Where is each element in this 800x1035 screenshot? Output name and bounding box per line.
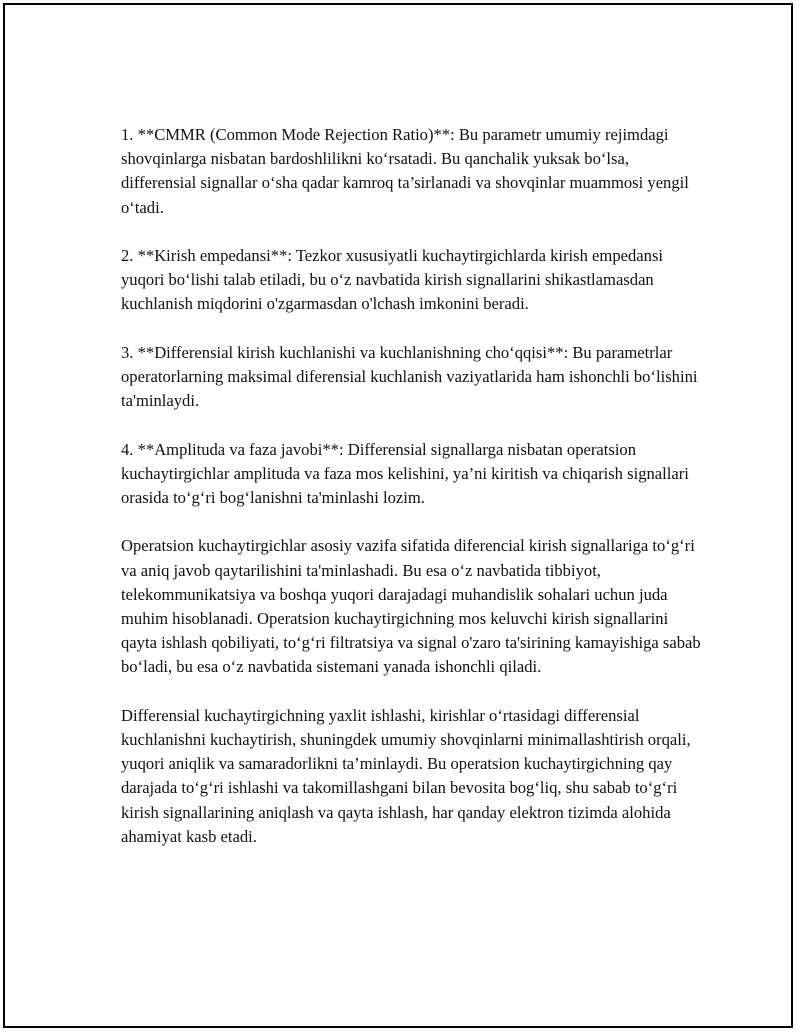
paragraph-opamp-summary: Operatsion kuchaytirgichlar asosiy vazifa sifatida diferencial kirish signallariga to‘g‘ri va aniq javob qaytarilishini ta'minlashadi. Bu esa o‘z navbatida tibbiyot, telekommunikatsiya va boshqa yuqori darajadagi muhandislik sohalari uchun juda muhim hisoblanadi. Operatsion kuchaytirgichning mos keluvchi kirish signallarini qayta ishlash qobiliyati, to‘g‘ri filtratsiya va signal o'zaro ta'sirining kamayishiga sabab bo‘ladi, bu esa o‘z navbatida sistemani yanada ishonchli qiladi. [121, 536, 701, 677]
document-body [121, 123, 701, 873]
paragraph-amplitude-phase-response: 4. **Amplituda va faza javobi**: Differensial signallarga nisbatan operatsion kuchaytirgichlar amplituda va faza mos kelishini, ya’ni kiritish va chiqarish signallari orasida to‘g‘ri bog‘lanishni ta'minlashi lozim. [121, 439, 689, 507]
paragraph-differential-amplifier-conclusion: Differensial kuchaytirgichning yaxlit ishlashi, kirishlar o‘rtasidagi differensial kuchlanishni kuchaytirish, shuningdek umumiy shovqinlarni minimallashtirish orqali, yuqori aniqlik va samaradorlikni ta’minlaydi. Bu operatsion kuchaytirgichning qay darajada to‘g‘ri ishlashi va takomillashgani bilan bevosita bog‘liq, shu sabab to‘g‘ri kirish signallarining aniqlash va qayta ishlash, har qanday elektron tizimda alohida ahamiyat kasb etadi. [121, 705, 691, 846]
paragraph-input-impedance: 2. **Kirish empedansi**: Tezkor xususiyatli kuchaytirgichlarda kirish empedansi yuqori bo‘lishi talab etiladi, bu o‘z navbatida kirish signallarini shikastlamasdan kuchlanish miqdorini o'zgarmasdan o'lchash imkonini beradi. [121, 246, 664, 314]
paragraph-differential-input-voltage: 3. **Differensial kirish kuchlanishi va kuchlanishning cho‘qqisi**: Bu parametrlar operatorlarning maksimal diferensial kuchlanish vaziyatlarida ham ishonchli bo‘lishini ta'minlaydi. [121, 342, 698, 411]
paragraph-cmmr: 1. **CMMR (Common Mode Rejection Ratio)**: Bu parametr umumiy rejimdagi shovqinlarga nisbatan bardoshlilikni ko‘rsatadi. Bu qanchalik yuksak bo‘lsa, differensial signallar o‘sha qadar kamroq ta’sirlanadi va shovqinlar muammosi yengil o‘tadi. [121, 125, 689, 217]
page-frame [3, 3, 793, 1028]
